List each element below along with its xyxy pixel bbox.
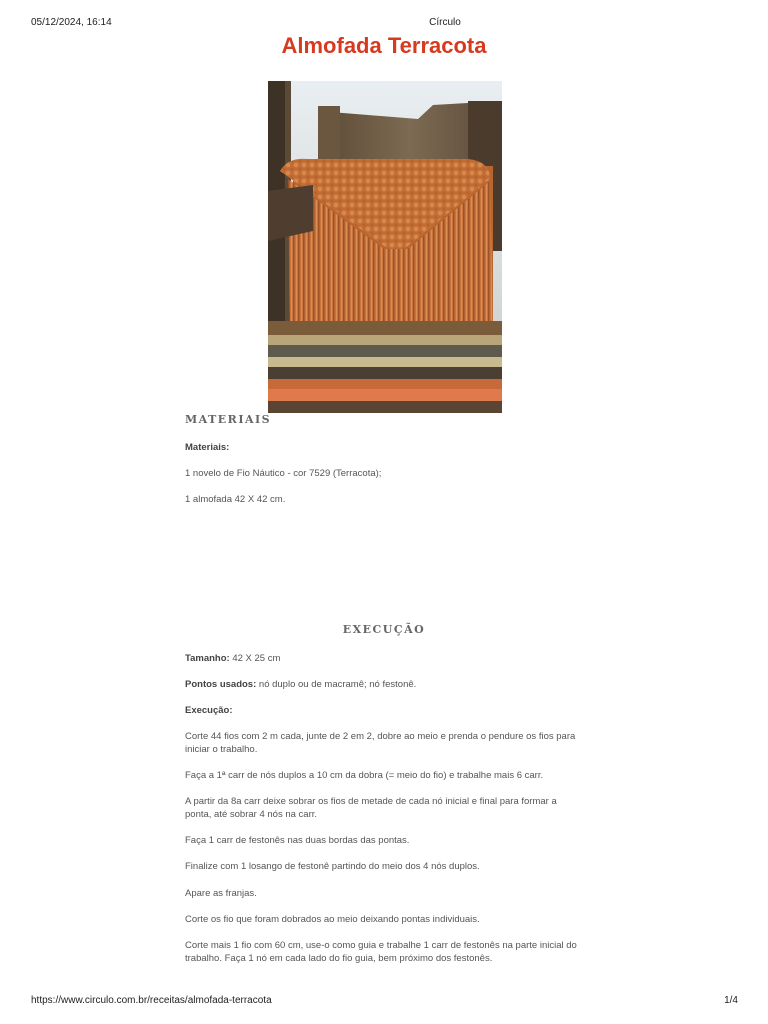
execution-heading: EXECUÇÃO xyxy=(342,623,426,636)
execution-step: Finalize com 1 losango de festonê partindo do meio dos 4 nós duplos. xyxy=(185,861,480,872)
footer-url: https://www.circulo.com.br/receitas/almofada-terracota xyxy=(31,995,272,1006)
product-photo xyxy=(268,81,502,413)
size-info xyxy=(185,652,585,665)
materials-heading: MATERIAIS xyxy=(185,413,272,426)
stitches-label: Pontos usados: xyxy=(185,679,257,690)
page-title: Almofada Terracota xyxy=(281,33,487,58)
material-item: 1 novelo de Fio Náutico - cor 7529 (Terracota); xyxy=(185,468,382,479)
execution-step: A partir da 8a carr deixe sobrar os fios de metade de cada nó inicial e final para formar a ponta, até sobrar 4 nós na carr. xyxy=(185,796,557,820)
execution-step: Apare as franjas. xyxy=(185,888,257,899)
size-label: Tamanho: xyxy=(185,653,230,664)
print-date: 05/12/2024, 16:14 xyxy=(31,17,112,28)
execution-step: Faça a 1ª carr de nós duplos a 10 cm da dobra (= meio do fio) e trabalhe mais 6 carr. xyxy=(185,770,544,781)
material-item: 1 almofada 42 X 42 cm. xyxy=(185,494,286,505)
materials-label: Materiais: xyxy=(185,442,230,453)
execution-step: Corte 44 fios com 2 m cada, junte de 2 em 2, dobre ao meio e prenda o pendure os fios para iniciar o trabalho. xyxy=(185,731,576,755)
execution-step: Faça 1 carr de festonês nas duas bordas das pontas. xyxy=(185,835,410,846)
execution-step: Corte mais 1 fio com 60 cm, use-o como guia e trabalhe 1 carr de festonês na parte inicial do trabalho. Faça 1 nó em cada lado do fio guia, bem próximo dos festonês. xyxy=(185,940,577,964)
page-number: 1/4 xyxy=(724,995,738,1006)
size-value: 42 X 25 cm xyxy=(229,653,281,664)
stitches-value: nó duplo ou de macramê; nó festonê. xyxy=(256,679,417,690)
stitches-info xyxy=(185,678,585,691)
print-site-name: Círculo xyxy=(429,17,461,28)
execution-step: Corte os fio que foram dobrados ao meio deixando pontas individuais. xyxy=(185,914,480,925)
execution-label: Execução: xyxy=(185,705,233,716)
